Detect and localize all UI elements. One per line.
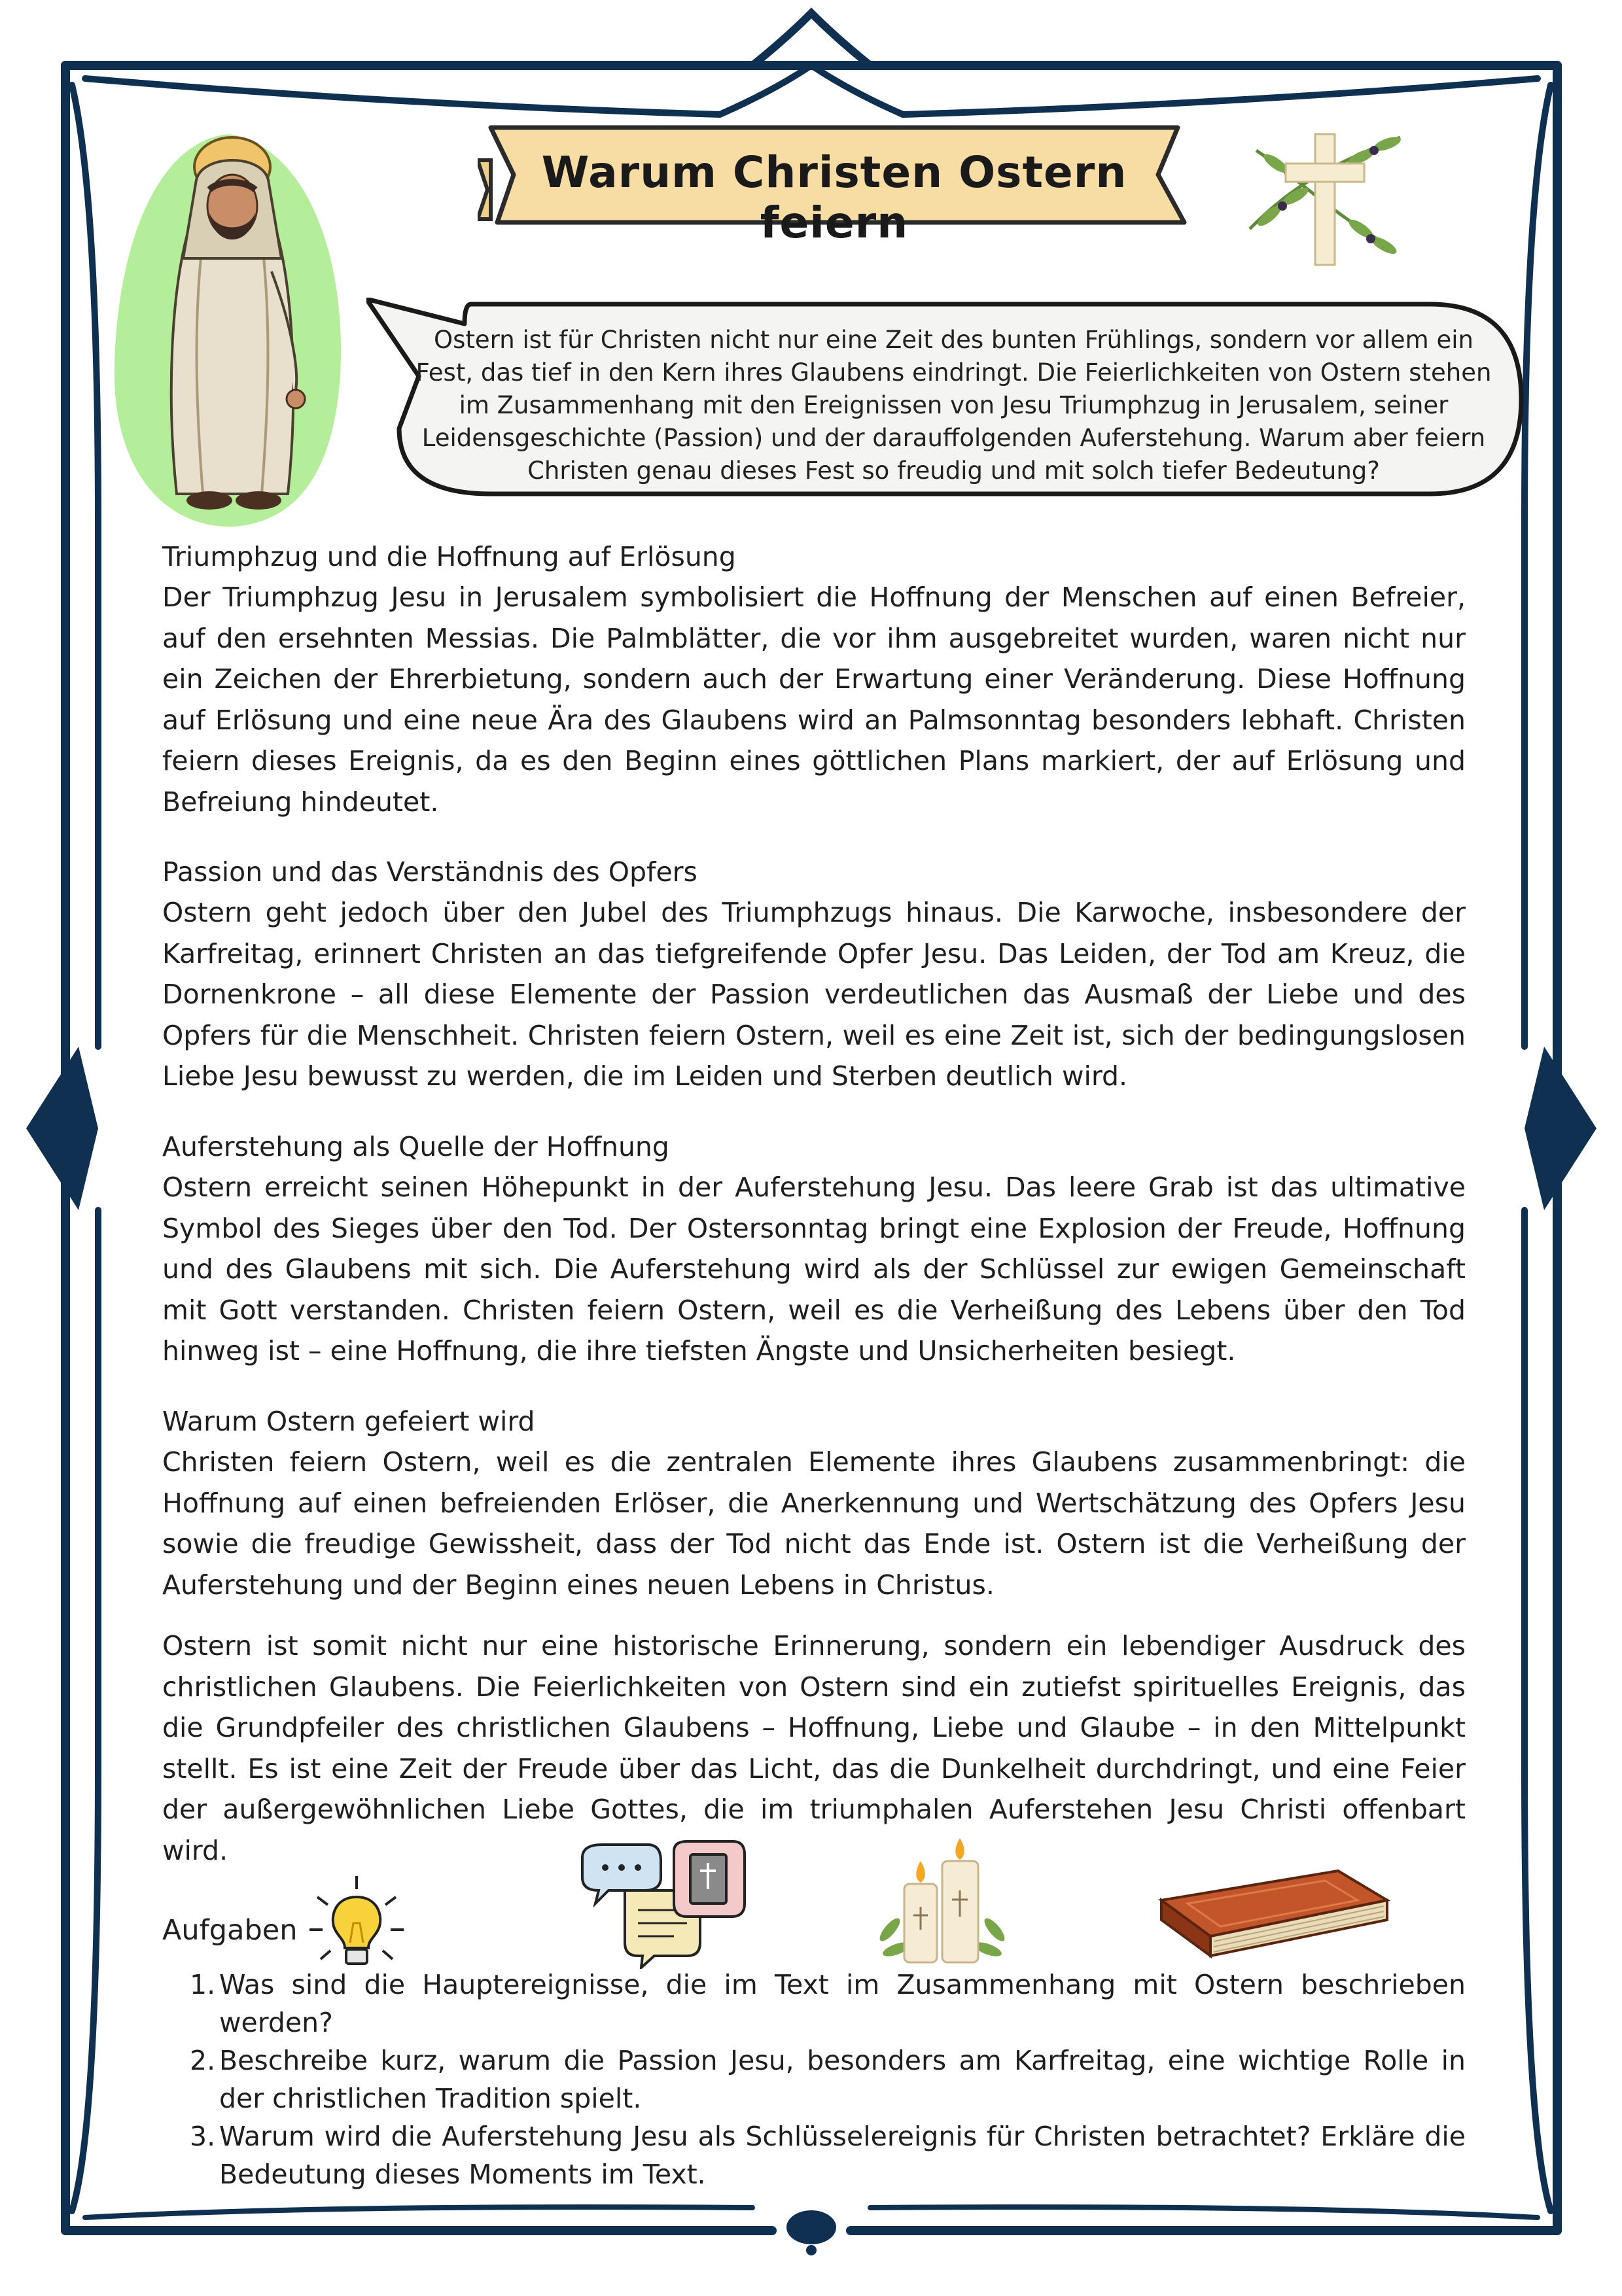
intro-text: Ostern ist für Christen nicht nur eine Zeit des bunten Frühlings, sondern vor allem ein Fest, das tief in den Kern ihres Glaubens eindringt. Die Feierlichkeiten von Ostern stehen im Zusammenhang mit den Ereignissen von Jesu Triumphzug in Jerusalem, seiner Leidensgeschichte (Passion) und der darauffolgenden Auferstehung. Warum aber feiern Christen genau dieses Fest so freudig und mit solch tiefer Bedeutung? — [415, 326, 1492, 485]
task-number: 2. — [190, 2045, 216, 2076]
jesus-figure-illustration — [105, 128, 353, 533]
task-item — [190, 2042, 1466, 2117]
section-heading: Auferstehung als Quelle der Hoffnung — [162, 1131, 669, 1162]
task-item — [190, 2117, 1466, 2193]
conclusion-text: Ostern ist somit nicht nur eine historische Erinnerung, sondern ein lebendiger Ausdruck des christlichen Glaubens. Die Feierlichkeiten von Ostern sind ein zutiefst spirituelles Ereignis, das die Grundpfeiler des christlichen Glaubens – Hoffnung, Liebe und Glaube – in den Mittelpunkt stellt. Es ist eine Zeit der Freude über das Licht, das die Dunkelheit durchdringt, und eine Feier der außergewöhnlichen Liebe Gottes, die im triumphalen Auferstehen Jesu Christi offenbart wird. — [162, 1630, 1466, 1866]
speech-bubbles-bible-icon — [576, 1838, 746, 1969]
section-body: Der Triumphzug Jesu in Jerusalem symbolisiert die Hoffnung der Menschen auf einen Befreier, auf den ersehnten Messias. Die Palmblätter, die vor ihm ausgebreitet wurden, waren nicht nur ein Zeichen der Ehrerbietung, sondern auch der Erwartung einer Veränderung. Diese Hoffnung auf Erlösung und eine neue Ära des Glaubens wird an Palmsonntag besonders lebhaft. Christen feiern dieses Ereignis, da es den Beginn eines göttlichen Plans markiert, der auf Erlösung und Befreiung hindeutet. — [162, 582, 1466, 818]
section-heading: Triumphzug und die Hoffnung auf Erlösung — [162, 541, 736, 572]
task-number: 3. — [190, 2121, 216, 2152]
task-text: Beschreibe kurz, warum die Passion Jesu, besonders am Karfreitag, eine wichtige Rolle in der christlichen Tradition spielt. — [219, 2045, 1466, 2114]
section-warum-ostern — [162, 1401, 1466, 1605]
section-body: Ostern erreicht seinen Höhepunkt in der Auferstehung Jesu. Das leere Grab ist das ultimative Symbol des Sieges über den Tod. Der Ostersonntag bringt eine Explosion der Freude, Hoffnung und des Glaubens mit sich. Die Auferstehung wird als der Schlüssel zur ewigen Gemeinschaft mit Gott verstanden. Christen feiern Ostern, weil es die Verheißung des Lebens über den Tod hinweg ist – eine Hoffnung, die ihre tiefsten Ängste und Unsicherheiten besiegt. — [162, 1172, 1466, 1366]
candles-icon — [877, 1832, 1008, 1969]
section-heading: Warum Ostern gefeiert wird — [162, 1406, 535, 1437]
task-number: 1. — [190, 1969, 216, 2000]
section-triumphzug — [162, 536, 1466, 822]
task-text: Warum wird die Auferstehung Jesu als Schlüsselereignis für Christen betrachtet? Erkläre die Bedeutung dieses Moments im Text. — [219, 2121, 1466, 2190]
tasks-heading: Aufgaben — [162, 1914, 298, 1947]
task-list — [190, 1966, 1466, 2193]
book-icon — [1148, 1864, 1397, 1962]
intro-speech-bubble — [366, 298, 1528, 500]
task-text: Was sind die Hauptereignisse, die im Text im Zusammenhang mit Ostern beschrieben werden? — [219, 1969, 1466, 2038]
section-heading: Passion und das Verständnis des Opfers — [162, 856, 697, 888]
title-banner — [478, 121, 1191, 248]
section-passion — [162, 852, 1466, 1097]
section-conclusion — [162, 1626, 1466, 1871]
section-body: Christen feiern Ostern, weil es die zentralen Elemente ihres Glaubens zusammenbringt: die Hoffnung auf einen befreienden Erlöser, die Anerkennung und Wertschätzung des Opfers Jesu sowie die freudige Gewissheit, dass der Tod nicht das Ende ist. Ostern ist die Verheißung der Auferstehung und der Beginn eines neuen Lebens in Christus. — [162, 1446, 1466, 1601]
lightbulb-icon — [304, 1871, 409, 1975]
page-title: Warum Christen Ostern feiern — [541, 147, 1127, 248]
section-auferstehung — [162, 1126, 1466, 1372]
olive-cross-icon — [1230, 98, 1420, 288]
task-item — [190, 1966, 1466, 2042]
section-body: Ostern geht jedoch über den Jubel des Triumphzugs hinaus. Die Karwoche, insbesondere der Karfreitag, erinnert Christen an das tiefgreifende Opfer Jesu. Das Leiden, der Tod am Kreuz, die Dornenkrone – all diese Elemente der Passion verdeutlichen das Ausmaß der Liebe und des Opfers für die Menschheit. Christen feiern Ostern, weil es eine Zeit ist, sich der bedingungslosen Liebe Jesu bewusst zu werden, die im Leiden und Sterben deutlich wird. — [162, 897, 1466, 1092]
